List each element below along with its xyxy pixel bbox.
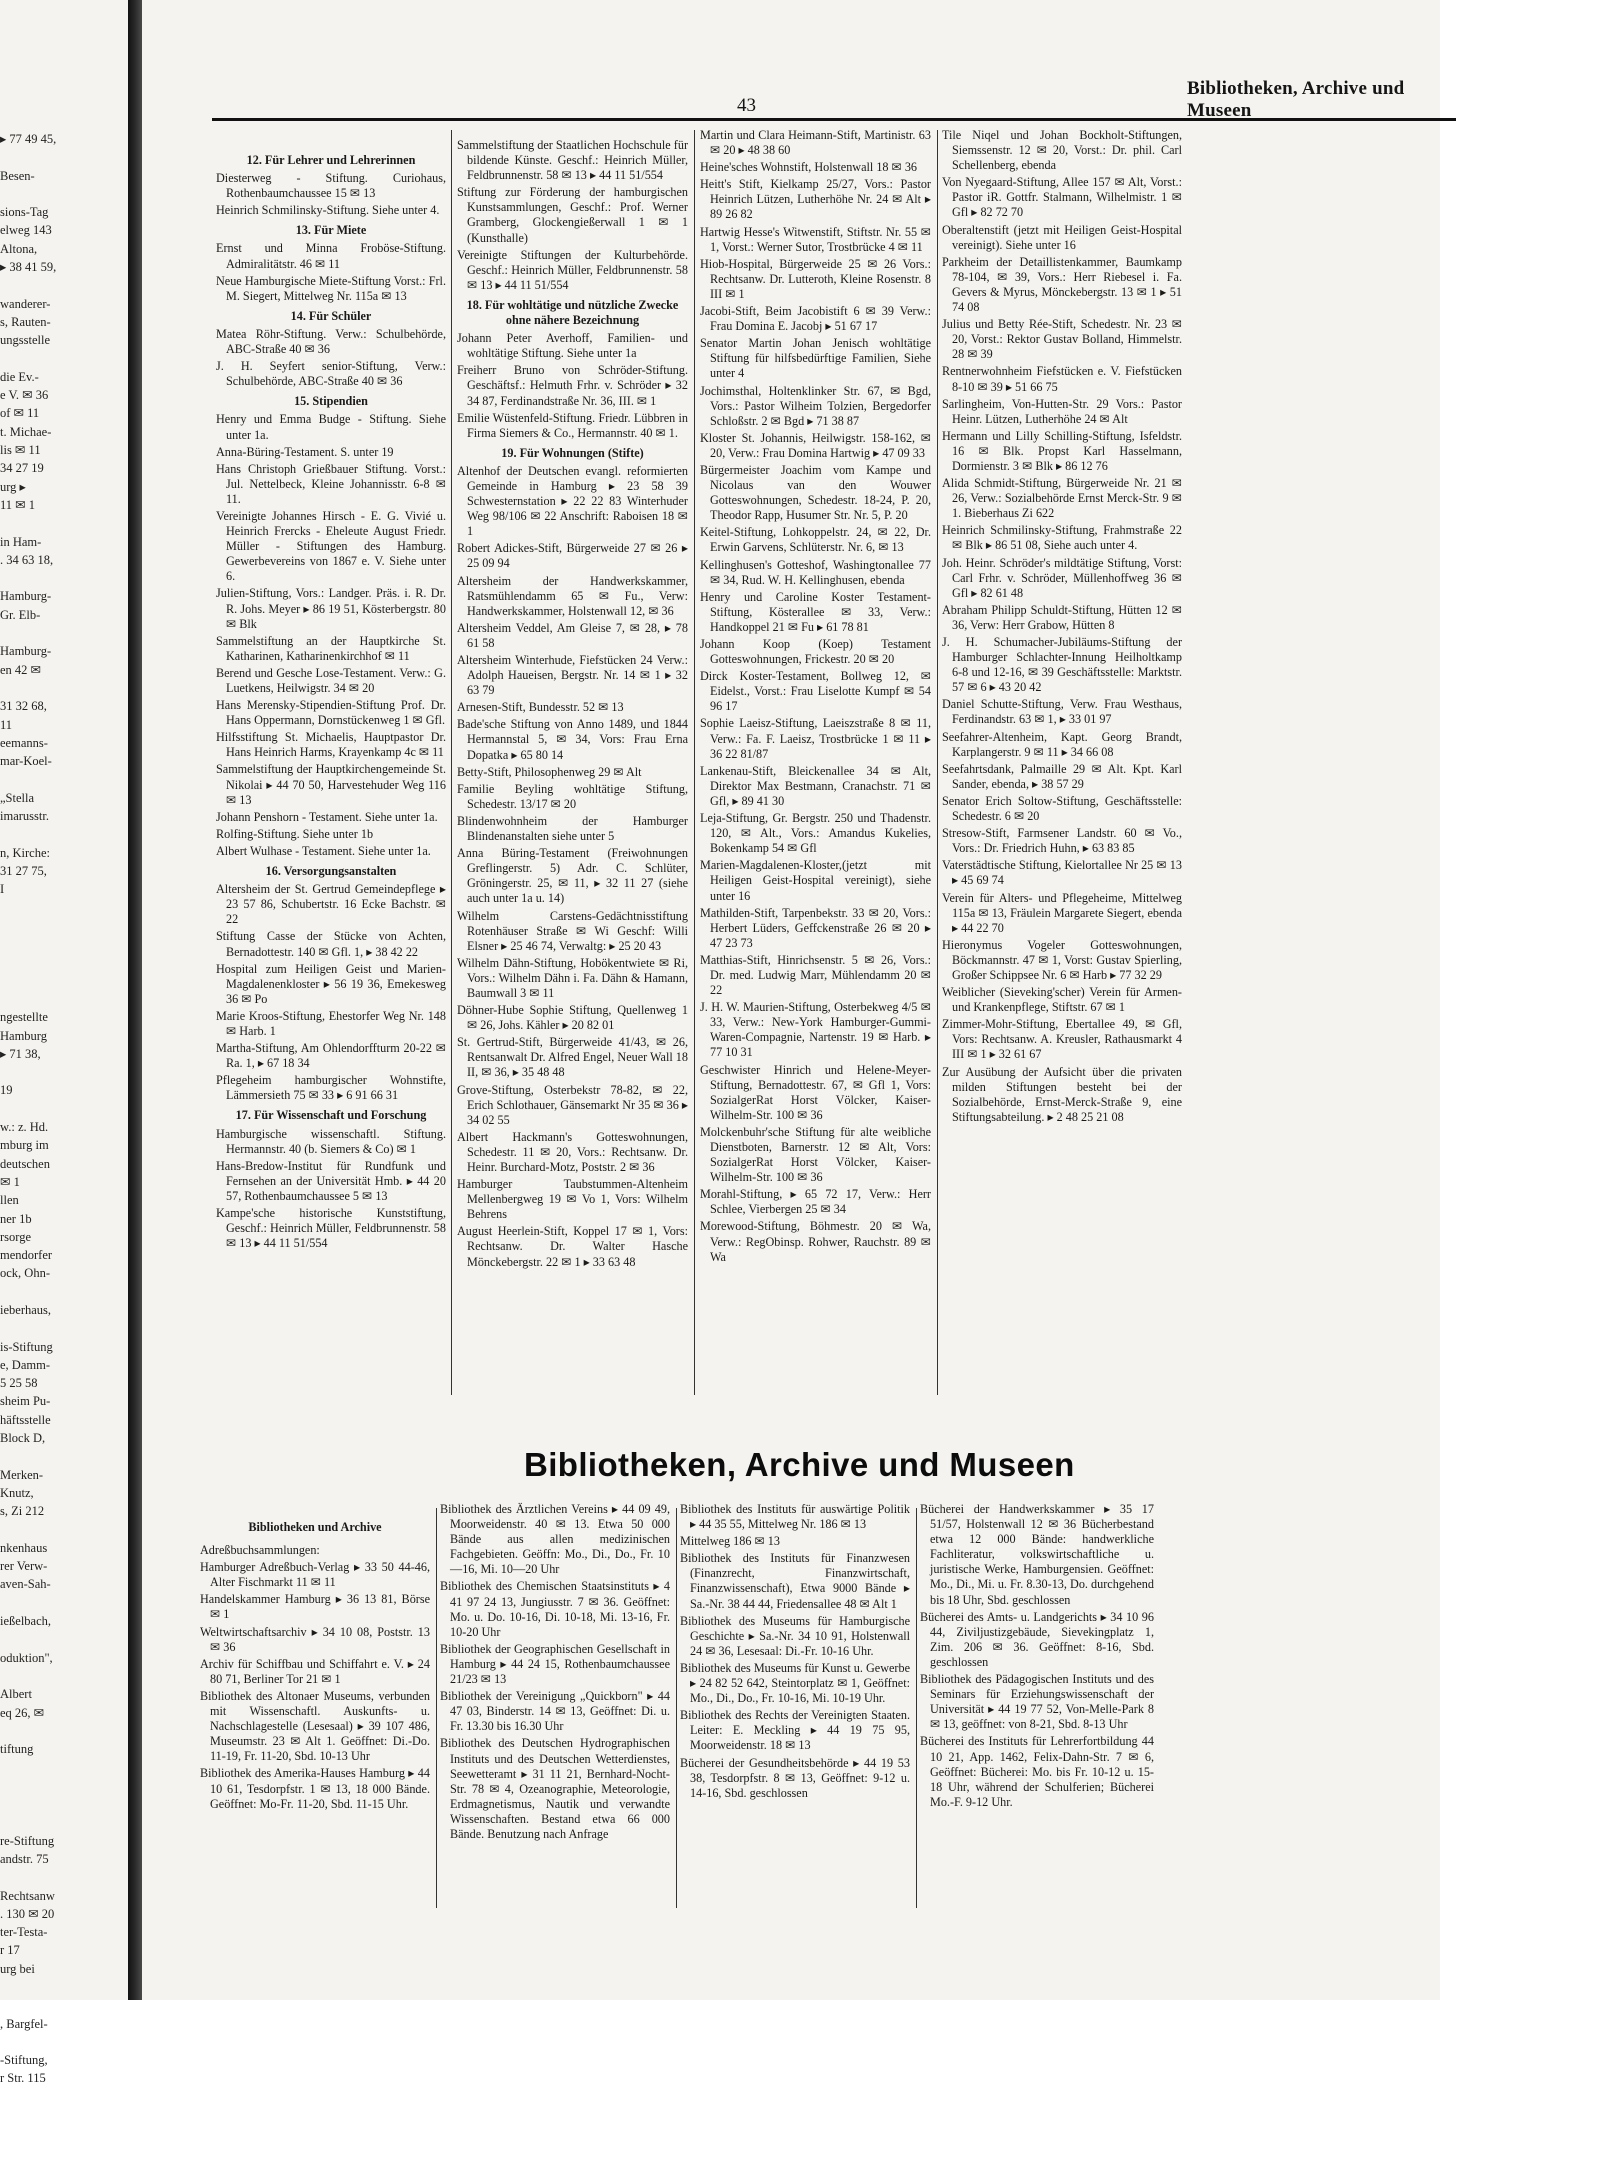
prev-page-line <box>0 1758 128 1776</box>
directory-entry: Altersheim der St. Gertrud Gemeindepflege ▸ 23 57 86, Schubertstr. 16 Ecke Bachstr. ✉ 22 <box>216 882 446 927</box>
prev-page-line <box>0 770 128 788</box>
directory-entry: Senator Erich Soltow-Stiftung, Geschäftsstelle: Schedestr. 6 ✉ 20 <box>942 793 1182 824</box>
directory-entry: Ernst und Minna Froböse-Stiftung. Admiralitätstr. 46 ✉ 11 <box>216 241 446 271</box>
category-heading: 16. Versorgungsanstalten <box>265 864 397 879</box>
directory-entry: J. H. Schumacher-Jubiläums-Stiftung der Hamburger Schlachter-Innung Heilholtkamp 6-8 und 12-16, ✉ 39 Geschäftsstelle: Marktstr. 57 ✉ 6 ▸ 43 20 42 <box>942 635 1182 695</box>
directory-entry: Bibliothek des Deutschen Hydrographischen Instituts und des Deutschen Wetterdienstes, Seewetteramt ▸ 31 11 21, Bernhard-Nocht-Str. 78 ✉ 4, Ozeanographie, Meteorologie, Erdmagnetismus, Nautik und verwandte Wissenschaften. Bestand etwa 66 000 Bände. Benutzung nach Anfrage <box>440 1736 670 1841</box>
prev-page-line <box>0 148 128 166</box>
directory-entry: Marie Kroos-Stiftung, Ehestorfer Weg Nr. 148 ✉ Harb. 1 <box>216 1008 446 1038</box>
directory-entry: Döhner-Hube Sophie Stiftung, Quellenweg 1 ✉ 26, Johs. Kähler ▸ 20 82 01 <box>457 1003 688 1033</box>
prev-page-line: ter-Testa- <box>0 1925 48 1940</box>
directory-entry: Leja-Stiftung, Gr. Bergstr. 250 und Thadenstr. 120, ✉ Alt., Vors.: Amandus Kukelies, Bokenkamp 54 ✉ Gfl <box>700 811 931 856</box>
prev-page-line: n, Kirche: <box>0 845 50 860</box>
directory-entry: Hiob-Hospital, Bürgerweide 25 ✉ 26 Vors.: Rechtsanw. Dr. Lutteroth, Kleine Rosenstr. 8 III ✉ 1 <box>700 256 931 301</box>
directory-entry: Blindenwohnheim der Hamburger Blindenanstalten siehe unter 5 <box>457 813 688 844</box>
directory-entry: Hilfsstiftung St. Michaelis, Hauptpastor Dr. Hans Heinrich Harms, Krayenkamp 4c ✉ 11 <box>216 730 446 760</box>
directory-entry: Vereinigte Stiftungen der Kulturbehörde. Geschf.: Heinrich Müller, Feldbrunnenstr. 58 ✉ 13 ▸ 44 11 51/554 <box>457 247 688 292</box>
column-2 <box>457 138 688 1272</box>
prev-page-line: aven-Sah- <box>0 1577 51 1592</box>
directory-entry: Bibliothek des Pädagogischen Instituts und des Seminars für Erziehungswissenschaft der Universität ▸ 44 19 77 52, Von-Melle-Park 8 ✉ 13, geöffnet: von 8-21, Sbd. 8-13 Uhr <box>920 1672 1154 1732</box>
directory-entry: Adreßbuchsammlungen: <box>200 1543 320 1558</box>
column-4 <box>942 128 1182 1127</box>
directory-entry: Berend und Gesche Lose-Testament. Verw.: G. Luetkens, Heilwigstr. 34 ✉ 20 <box>216 665 446 695</box>
prev-page-line: Besen- <box>0 168 35 183</box>
directory-entry: Vaterstädtische Stiftung, Kielortallee Nr 25 ✉ 13 ▸ 45 69 74 <box>942 858 1182 888</box>
directory-entry: Hans Christoph Grießbauer Stiftung. Vorst.: Jul. Nettelbeck, Kleine Johannisstr. 6-8 ✉ 11. <box>216 461 446 506</box>
directory-entry: Hamburgische wissenschaftl. Stiftung. Hermannstr. 40 (b. Siemers & Co) ✉ 1 <box>216 1126 446 1156</box>
prev-page-line <box>0 825 128 843</box>
prev-page-line: in Ham- <box>0 534 42 549</box>
directory-entry: Hermann und Lilly Schilling-Stiftung, Isfeldstr. 16 ✉ Blk. Propst Karl Hasselmann, Dormienstr. 3 ✉ Blk ▸ 86 12 76 <box>942 428 1182 473</box>
prev-page-line: . 130 ✉ 20 <box>0 1906 55 1921</box>
directory-entry: Hieronymus Vogeler Gotteswohnungen, Böckmannstr. 47 ✉ 1, Vorst: Gustav Spierling, Großer Schippsee Nr. 6 ✉ Harb ▸ 77 32 29 <box>942 937 1182 982</box>
prev-page-line: llen <box>0 1193 19 1208</box>
prev-page-line: ock, Ohn- <box>0 1266 50 1281</box>
directory-entry: Henry und Caroline Koster Testament-Stiftung, Kösterallee ✉ 33, Verw.: Handkoppel 21 ✉ Fu ▸ 61 78 81 <box>700 589 931 634</box>
directory-entry: Bibliothek des Instituts für auswärtige Politik ▸ 44 35 55, Mittelweg Nr. 186 ✉ 13 <box>680 1502 910 1532</box>
directory-entry: Martin und Clara Heimann-Stift, Martinistr. 63 ✉ 20 ▸ 48 38 60 <box>700 128 931 158</box>
directory-entry: Abraham Philipp Schuldt-Stiftung, Hütten 12 ✉ 36, Verw: Herr Grabow, Hütten 8 <box>942 602 1182 632</box>
directory-entry: Matea Röhr-Stiftung. Verw.: Schulbehörde, ABC-Straße 40 ✉ 36 <box>216 326 446 357</box>
prev-page-line: die Ev.- <box>0 369 39 384</box>
directory-entry: Wilhelm Carstens-Gedächtnisstiftung Rotenhäuser Straße ✉ Wi Geschf: Willi Elsner ▸ 25 46 74, Verwaltg: ▸ 25 20 43 <box>457 908 688 953</box>
column-6 <box>440 1502 670 1844</box>
directory-entry: Bibliothek des Chemischen Staatsinstituts ▸ 4 41 97 24 13, Jungiusstr. 7 ✉ 36. Geöffnet: Mo. u. Do. 10-16, Di. 10-18, Mi. 13-16, Fr. 10-20 Uhr <box>440 1579 670 1639</box>
directory-entry: Emilie Wüstenfeld-Stiftung. Friedr. Lübbren in Firma Siemers & Co., Hermannstr. 40 ✉ 1. <box>457 410 688 440</box>
directory-entry: Robert Adickes-Stift, Bürgerweide 27 ✉ 26 ▸ 25 09 94 <box>457 541 688 571</box>
category-heading: 17. Für Wissenschaft und Forschung <box>235 1108 427 1123</box>
prev-page-line <box>0 1777 128 1795</box>
prev-page-line: Gr. Elb- <box>0 607 41 622</box>
prev-page-line: sions-Tag <box>0 205 49 220</box>
prev-page-line: ▸ 38 41 59, <box>0 260 57 275</box>
directory-entry: Grove-Stiftung, Osterbekstr 78-82, ✉ 22, Erich Schlothauer, Gänsemarkt Nr 35 ✉ 36 ▸ 34 02 55 <box>457 1082 688 1127</box>
prev-page-line: Rechtsanw <box>0 1888 55 1903</box>
directory-entry: Sammelstiftung an der Hauptkirche St. Katharinen, Katharinenkirchhof ✉ 11 <box>216 633 446 663</box>
prev-page-line <box>0 953 128 971</box>
directory-entry: Julien-Stiftung, Vors.: Landger. Präs. i. R. Dr. R. Johs. Meyer ▸ 86 19 51, Kösterbergstr. 80 ✉ Blk <box>216 586 446 631</box>
page-43 <box>142 0 1440 2000</box>
prev-page-line: sheim Pu- <box>0 1394 51 1409</box>
directory-entry: Bücherei der Handwerkskammer ▸ 35 17 51/57, Holstenwall 12 ✉ 36 Bücherbestand etwa 12 000 Bände: handwerkliche Fachliteratur, volkswirtschaftliche u. juristische Werke, Hamburgensien. Geöffnet: Mo., Di., Mi. u. Fr. 8.30-13, Do. durchgehend bis 18 Uhr, Sbd. geschlossen <box>920 1502 1154 1607</box>
prev-page-line: en 42 ✉ <box>0 662 42 677</box>
running-header: Bibliotheken, Archive und Museen <box>1187 78 1405 121</box>
directory-entry: Sophie Laeisz-Stiftung, Laeiszstraße 8 ✉ 11, Verw.: Fa. F. Laeisz, Trostbrücke 1 ✉ 11 ▸ 36 22 81/87 <box>700 716 931 761</box>
directory-entry: Mittelweg 186 ✉ 13 <box>680 1534 780 1549</box>
directory-entry: Hans Merensky-Stipendien-Stiftung Prof. Dr. Hans Oppermann, Dornstückenweg 1 ✉ Gfl. <box>216 698 446 728</box>
section-heading: Bibliotheken, Archive und Museen <box>524 1446 1075 1483</box>
directory-entry: Altersheim Winterhude, Fiefstücken 24 Verw.: Adolph Haueisen, Bergstr. Nr. 14 ✉ 1 ▸ 32 63 79 <box>457 653 688 698</box>
prev-page-line: Albert <box>0 1687 32 1702</box>
directory-entry: Betty-Stift, Philosophenweg 29 ✉ Alt <box>457 764 642 779</box>
prev-page-line: eq 26, ✉ <box>0 1705 45 1720</box>
directory-entry: Bibliothek des Altonaer Museums, verbunden mit Wissenschaftl. Auskunfts- u. Nachschlagestelle (Lesesaal) ▸ 39 107 486, Museumstr. 23 ✉ Alt 1. Geöffnet: Di.-Do. 11-19, Fr. 11-20, Sbd. 10-13 Uhr <box>200 1688 430 1764</box>
directory-entry: Molckenbuhr'sche Stiftung für alte weibliche Dienstboten, Barnerstr. 12 ✉ Alt, Vors: SozialgerRat Horst Völcker, Kaiser-Wilhelm-Str. 100 ✉ 36 <box>700 1124 931 1185</box>
directory-entry: Bade'sche Stiftung von Anno 1489, und 1844 Hermannstal 5, ✉ 34, Vors: Frau Erna Dopatka ▸ 65 80 14 <box>457 717 688 762</box>
directory-entry: Archiv für Schiffbau und Schiffahrt e. V. ▸ 24 80 71, Berliner Tor 21 ✉ 1 <box>200 1656 430 1686</box>
prev-page-line: urg bei <box>0 1961 35 1976</box>
prev-page-line: urg ▸ <box>0 479 26 494</box>
directory-entry: Johann Koop (Koep) Testament Gotteswohnungen, Frickestr. 20 ✉ 20 <box>700 637 931 667</box>
category-heading: 19. Für Wohnungen (Stifte) <box>501 445 644 460</box>
directory-entry: Arnesen-Stift, Bundesstr. 52 ✉ 13 <box>457 700 624 715</box>
directory-entry: Rolfing-Stiftung. Siehe unter 1b <box>216 826 374 841</box>
prev-page-line: nkenhaus <box>0 1540 48 1555</box>
prev-page-line: ungsstelle <box>0 333 50 348</box>
directory-entry: Marien-Magdalenen-Kloster,(jetzt mit Heiligen Geist-Hospital vereinigt), siehe unter 16 <box>700 858 931 903</box>
prev-page-line: 31 27 75, <box>0 863 47 878</box>
prev-page-line: w.: z. Hd. <box>0 1120 49 1135</box>
prev-page-line <box>0 1813 128 1831</box>
directory-entry: Albert Hackmann's Gotteswohnungen, Schedestr. 11 ✉ 20, Vors.: Rechtsanw. Dr. Heinr. Burchard-Motz, Poststr. 2 ✉ 36 <box>457 1129 688 1174</box>
prev-page-line: eemanns- <box>0 735 48 750</box>
prev-page-line <box>0 1594 128 1612</box>
directory-entry: Freiherr Bruno von Schröder-Stiftung. Geschäftsf.: Helmuth Frhr. v. Schröder ▸ 32 34 87, Ferdinandstraße Nr. 36, III. ✉ 1 <box>457 363 688 408</box>
directory-entry: Joh. Heinr. Schröder's mildtätige Stiftung, Vorst: Carl Frhr. v. Schröder, Müllenhoffweg 36 ✉ Gfl ▸ 82 61 48 <box>942 555 1182 600</box>
directory-entry: Geschwister Hinrich und Helene-Meyer-Stiftung, Bernadottestr. 67, ✉ Gfl 1, Vors: SozialgerRat Horst Völcker, Kaiser-Wilhelm-Str. 100 ✉ 36 <box>700 1062 931 1122</box>
column-divider <box>436 1508 437 1908</box>
directory-entry: Altersheim Veddel, Am Gleise 7, ✉ 28, ▸ 78 61 58 <box>457 620 688 650</box>
prev-page-line: Block D, <box>0 1431 46 1446</box>
directory-entry: Heine'sches Wohnstift, Holstenwall 18 ✉ 36 <box>700 160 918 175</box>
column-divider <box>937 130 938 1395</box>
prev-page-line <box>0 1795 128 1813</box>
prev-page-line: „Stella <box>0 790 35 805</box>
prev-page-line: rsorge <box>0 1229 32 1244</box>
directory-entry: Keitel-Stiftung, Lohkoppelstr. 24, ✉ 22, Dr. Erwin Garvens, Schlüterstr. Nr. 6, ✉ 13 <box>700 525 931 555</box>
prev-page-line: imarusstr. <box>0 808 49 823</box>
prev-page-line: mar-Koel- <box>0 754 52 769</box>
directory-entry: Martha-Stiftung, Am Ohlendorffturm 20-22 ✉ Ra. 1, ▸ 67 18 34 <box>216 1041 446 1071</box>
previous-page-fragment <box>0 130 128 2086</box>
prev-page-line: ießelbach, <box>0 1614 52 1629</box>
directory-entry: Morewood-Stiftung, Böhmestr. 20 ✉ Wa, Verw.: RegObinsp. Rohwer, Rauchstr. 89 ✉ Wa <box>700 1219 931 1264</box>
directory-entry: Bürgermeister Joachim vom Kampe und Nicolaus van den Wouwer Gotteswohnungen, Schedestr. 18-24, P. 20, Theodor Rapp, Husumer Str. Nr. 5, P. 20 <box>700 462 931 523</box>
directory-entry: Bibliothek des Ärztlichen Vereins ▸ 44 09 49, Moorweidenstr. 40 ✉ 13. Etwa 50 000 Bände aus allen medizinischen Fachgebieten. Geöffn: Mo., Di., Do., Fr. 10—16, Mi. 10—20 Uhr <box>440 1502 670 1577</box>
prev-page-line <box>0 1630 128 1648</box>
directory-entry: Weiblicher (Sieveking'scher) Verein für Armen- und Krankenpflege, Stiftstr. 67 ✉ 1 <box>942 985 1182 1015</box>
directory-entry: Wilhelm Dähn-Stiftung, Hobökentwiete ✉ Ri, Vors.: Wilhelm Dähn i. Fa. Dähn & Hamann, Baumwall 3 ✉ 11 <box>457 955 688 1000</box>
category-heading: 13. Für Miete <box>295 223 367 238</box>
prev-page-line: Knutz, <box>0 1485 34 1500</box>
directory-entry: Oberaltenstift (jetzt mit Heiligen Geist-Hospital vereinigt). Siehe unter 16 <box>942 222 1182 252</box>
prev-page-line <box>0 1667 128 1685</box>
category-heading: 15. Stipendien <box>294 394 368 409</box>
prev-page-line <box>0 1283 128 1301</box>
directory-entry: Parkheim der Detaillistenkammer, Baumkamp 78-104, ✉ 39, Vors.: Herr Riebesel i. Fa. Gevers & Myrus, Mönckebergstr. 13 ✉ 1 ▸ 51 74 08 <box>942 254 1182 315</box>
category-heading: 12. Für Lehrer und Lehrerinnen <box>246 153 416 167</box>
header-rule <box>212 118 1456 121</box>
directory-entry: Bibliothek der Vereinigung „Quickborn" ▸ 44 47 03, Binderstr. 14 ✉ 13, Geöffnet: Di. u. Fr. 13.30 bis 16.30 Uhr <box>440 1689 670 1734</box>
directory-entry: Neue Hamburgische Miete-Stiftung Vorst.: Frl. M. Siegert, Mittelweg Nr. 115a ✉ 13 <box>216 273 446 303</box>
column-7 <box>680 1502 910 1803</box>
directory-entry: J. H. Seyfert senior-Stiftung, Verw.: Schulbehörde, ABC-Straße 40 ✉ 36 <box>216 359 446 389</box>
prev-page-line: Hamburg <box>0 1028 47 1043</box>
directory-entry: Morahl-Stiftung, ▸ 65 72 17, Verw.: Herr Schlee, Vierbergen 25 ✉ 34 <box>700 1187 931 1217</box>
directory-entry: Hamburger Taubstummen-Altenheim Mellenbergweg 19 ✉ Vo 1, Vors: Wilhelm Behrens <box>457 1177 688 1222</box>
prev-page-line <box>0 898 128 916</box>
directory-entry: Heinrich Schmilinsky-Stiftung. Siehe unter 4. <box>216 203 440 218</box>
directory-entry: Bibliothek des Museums für Hamburgische Geschichte ▸ Sa.-Nr. 34 10 91, Holstenwall 24 ✉ 36, Lesesaal: Di.-Fr. 10-16 Uhr. <box>680 1613 910 1658</box>
prev-page-line: s, Rauten- <box>0 314 51 329</box>
directory-entry: Diesterweg - Stiftung. Curiohaus, Rothenbaumchaussee 15 ✉ 13 <box>216 171 446 201</box>
directory-entry: Bibliothek des Amerika-Hauses Hamburg ▸ 44 10 61, Tesdorpfstr. 1 ✉ 13, 18 000 Bände. Geöffnet: Mo-Fr. 11-20, Sbd. 11-15 Uhr. <box>200 1766 430 1811</box>
column-3 <box>700 128 931 1267</box>
prev-page-line <box>0 624 128 642</box>
directory-entry: Jacobi-Stift, Beim Jacobistift 6 ✉ 39 Verw.: Frau Domina E. Jacobj ▸ 51 67 17 <box>700 304 931 334</box>
prev-page-line: 5 25 58 <box>0 1376 38 1391</box>
prev-page-line: e V. ✉ 36 <box>0 388 49 403</box>
prev-page-line: -Stiftung, <box>0 2053 48 2068</box>
directory-entry: Henry und Emma Budge - Stiftung. Siehe unter 1a. <box>216 412 446 442</box>
directory-entry: Johann Penshorn - Testament. Siehe unter 1a. <box>216 809 438 824</box>
directory-entry: Julius und Betty Rée-Stift, Schedestr. Nr. 23 ✉ 20, Vorst.: Rektor Gustav Bolland, Himmelstr. 28 ✉ 39 <box>942 317 1182 362</box>
prev-page-line <box>0 1521 128 1539</box>
prev-page-line <box>0 1722 128 1740</box>
directory-entry: Stresow-Stift, Farmsener Landstr. 60 ✉ Vo., Vors.: Dr. Friedrich Huhn, ▸ 63 83 85 <box>942 826 1182 856</box>
prev-page-line: andstr. 75 <box>0 1851 49 1866</box>
prev-page-line: lis ✉ 11 <box>0 443 41 458</box>
prev-page-line: tiftung <box>0 1742 34 1757</box>
directory-entry: Zur Ausübung der Aufsicht über die privaten milden Stiftungen besteht bei der Sozialbehörde, Ernst-Merck-Straße 9, eine Stiftungsabteilung. ▸ 2 48 25 21 08 <box>942 1064 1182 1124</box>
directory-entry: Bibliothek des Rechts der Vereinigten Staaten. Leiter: E. Meckling ▸ 44 19 75 95, Moorweidenstr. 18 ✉ 13 <box>680 1708 910 1753</box>
prev-page-line: of ✉ 11 <box>0 406 40 421</box>
prev-page-line <box>0 350 128 368</box>
prev-page-line <box>0 1063 128 1081</box>
prev-page-line: r 17 <box>0 1943 20 1958</box>
prev-page-line: e, Damm- <box>0 1357 50 1372</box>
prev-page-line <box>0 2033 128 2051</box>
directory-entry: Bibliothek des Museums für Kunst u. Gewerbe ▸ 24 82 52 642, Steintorplatz ✉ 1, Geöffnet: Mo., Di., Do., Fr. 10-16, Mi. 10-19 Uhr. <box>680 1660 910 1706</box>
prev-page-line <box>0 1996 128 2014</box>
prev-page-line <box>0 917 128 935</box>
directory-entry: Dirck Koster-Testament, Bollweg 12, ✉ Eidelst., Vorst.: Frau Liselotte Kumpf ✉ 54 96 17 <box>700 669 931 714</box>
prev-page-line: deutschen <box>0 1156 50 1171</box>
column-8 <box>920 1502 1154 1812</box>
directory-entry: Heitt's Stift, Kielkamp 25/27, Vors.: Pastor Heinrich Lützen, Lutherhöhe Nr. 24 ✉ Alt ▸ 89 26 82 <box>700 177 931 222</box>
directory-entry: Stiftung zur Förderung der hamburgischen Kunstsammlungen, Geschf.: Prof. Werner Gramberg, Glockengießerwall 1 ✉ 1 (Kunsthalle) <box>457 185 688 245</box>
directory-entry: Altenhof der Deutschen evangl. reformierten Gemeinde in Hamburg ▸ 23 58 39 Schwesternstation ▸ 22 22 83 Winterhuder Weg 98/106 ✉ 22 Anschrift: Raboisen 18 ✉ 1 <box>457 463 688 539</box>
directory-entry: Albert Wulhase - Testament. Siehe unter 1a. <box>216 843 431 858</box>
directory-entry: Sammelstiftung der Staatlichen Hochschule für bildende Künste. Geschf.: Heinrich Müller, Feldbrunnenstr. 58 ✉ 13 ▸ 44 11 51/554 <box>457 138 688 183</box>
prev-page-line: Merken- <box>0 1467 44 1482</box>
directory-entry: Sarlingheim, Von-Hutten-Str. 29 Vors.: Pastor Heinr. Lützen, Lutherhöhe 24 ✉ Alt <box>942 396 1182 426</box>
prev-page-line <box>0 990 128 1008</box>
sub-entry: Weltwirtschaftsarchiv ▸ 34 10 08, Poststr. 13 ✉ 36 <box>200 1624 430 1654</box>
directory-entry: Seefahrtsdank, Palmaille 29 ✉ Alt. Kpt. Karl Sander, ebenda, ▸ 38 57 29 <box>942 761 1182 791</box>
directory-entry: Kellinghusen's Gotteshof, Washingtonallee 77 ✉ 34, Rud. W. H. Kellinghusen, ebenda <box>700 557 931 587</box>
prev-page-line: ▸ 71 38, <box>0 1046 41 1061</box>
directory-entry: Hospital zum Heiligen Geist und Marien-Magdalenenkloster ▸ 56 19 36, Emekesweg 36 ✉ Po <box>216 961 446 1006</box>
prev-page-line: Altona, <box>0 241 38 256</box>
prev-page-line: r Str. 115 <box>0 2071 46 2086</box>
prev-page-line: 34 27 19 <box>0 461 44 476</box>
directory-entry: Senator Martin Johan Jenisch wohltätige Stiftung für hilfsbedürftige Familien, Siehe unter 4 <box>700 336 931 381</box>
directory-entry: Stiftung Casse der Stücke von Achten, Bernadottestr. 140 ✉ Gfl. 1, ▸ 38 42 22 <box>216 929 446 959</box>
directory-entry: Bibliothek der Geographischen Gesellschaft in Hamburg ▸ 44 24 15, Rothenbaumchaussee 21/23 ✉ 13 <box>440 1641 670 1687</box>
prev-page-line: ngestellte <box>0 1010 48 1025</box>
prev-page-line: oduktion", <box>0 1650 53 1665</box>
prev-page-line: is-Stiftung <box>0 1339 53 1354</box>
category-heading: 18. Für wohltätige und nützliche Zwecke ohne nähere Bezeichnung <box>466 297 679 328</box>
prev-page-line <box>0 514 128 532</box>
prev-page-line <box>0 185 128 203</box>
directory-entry: August Heerlein-Stift, Koppel 17 ✉ 1, Vors: Rechtsanw. Dr. Walter Hasche Mönckebergstr. 22 ✉ 1 ▸ 33 63 48 <box>457 1224 688 1269</box>
directory-entry: Johann Peter Averhoff, Familien- und wohltätige Stiftung. Siehe unter 1a <box>457 331 688 361</box>
directory-entry: Zimmer-Mohr-Stiftung, Ebertallee 49, ✉ Gfl, Vors: Rechtsanw. A. Kreusler, Rathausmarkt 4 III ✉ 1 ▸ 32 61 67 <box>942 1017 1182 1062</box>
column-divider <box>676 1508 677 1908</box>
prev-page-line <box>0 1319 128 1337</box>
sub-entry: Handelskammer Hamburg ▸ 36 13 81, Börse ✉ 1 <box>200 1592 430 1622</box>
directory-entry: Alida Schmidt-Stiftung, Bürgerweide Nr. 21 ✉ 26, Verw.: Sozialbehörde Ernst Merck-Str. 9 ✉ 1. Bieberhaus Zi 622 <box>942 476 1182 521</box>
directory-entry: Bücherei des Amts- u. Landgerichts ▸ 34 10 96 44, Ziviljustizgebäude, Sievekingplatz 1, Zim. 206 ✉ 36. Geöffnet: 8-16, Sbd. geschlossen <box>920 1609 1154 1669</box>
column-5 <box>200 1502 430 1814</box>
column-divider <box>916 1508 917 1908</box>
directory-entry: Anna-Büring-Testament. S. unter 19 <box>216 444 394 459</box>
prev-page-line: . 34 63 18, <box>0 552 54 567</box>
directory-entry: Mathilden-Stift, Tarpenbekstr. 33 ✉ 20, Vors.: Herbert Lüders, Geffckenstraße 26 ✉ 20 ▸ 47 23 73 <box>700 905 931 950</box>
directory-entry: Hans-Bredow-Institut für Rundfunk und Fernsehen an der Universität Hmb. ▸ 44 20 57, Rothenbaumchaussee 5 ✉ 13 <box>216 1158 446 1203</box>
directory-entry: Von Nyegaard-Stiftung, Allee 157 ✉ Alt, Vorst.: Pastor iR. Gottfr. Stalmann, Wilhelmistr. 1 ✉ Gfl ▸ 82 72 70 <box>942 175 1182 220</box>
directory-entry: Lankenau-Stift, Bleickenallee 34 ✉ Alt, Direktor Max Bestmann, Cranachstr. 71 ✉ Gfl, ▸ 89 41 30 <box>700 763 931 808</box>
prev-page-line: mburg im <box>0 1138 49 1153</box>
directory-entry: Kampe'sche historische Kunststiftung, Geschf.: Heinrich Müller, Feldbrunnenstr. 58 ✉ 13 ▸ 44 11 51/554 <box>216 1206 446 1251</box>
prev-page-line: Hamburg- <box>0 589 52 604</box>
prev-page-line <box>0 1100 128 1118</box>
prev-page-line: , Bargfel- <box>0 2016 48 2031</box>
prev-page-line: ▸ 77 49 45, <box>0 132 57 146</box>
prev-page-line <box>0 679 128 697</box>
prev-page-line <box>0 1978 128 1996</box>
prev-page-line <box>0 569 128 587</box>
prev-page-line: 19 <box>0 1083 13 1098</box>
directory-entry: Pflegeheim hamburgischer Wohnstifte, Lämmersieth 75 ✉ 33 ▸ 6 91 66 31 <box>216 1073 446 1103</box>
directory-entry: Matthias-Stift, Hinrichsenstr. 5 ✉ 26, Vors.: Dr. med. Ludwig Marr, Mühlendamm 20 ✉ 22 <box>700 952 931 998</box>
prev-page-line <box>0 935 128 953</box>
prev-page-line: ieberhaus, <box>0 1303 52 1317</box>
directory-entry: Anna Büring-Testament (Freiwohnungen Greflingerstr. 5) Adr. C. Schlüter, Gröningerstr. 25, ✉ 11, ▸ 32 11 27 (siehe auch unter 1a u. 14) <box>457 846 688 906</box>
sub-entry: Hamburger Adreßbuch-Verlag ▸ 33 50 44-46, Alter Fischmarkt 11 ✉ 11 <box>200 1560 430 1590</box>
prev-page-line: t. Michae- <box>0 424 52 439</box>
directory-entry: St. Gertrud-Stift, Bürgerweide 41/43, ✉ 26, Rentsanwalt Dr. Alfred Engel, Neuer Wall 18 II, ✉ 36, ▸ 35 48 48 <box>457 1035 688 1080</box>
prev-page-line: s, Zi 212 <box>0 1504 45 1519</box>
directory-entry: Heinrich Schmilinsky-Stiftung, Frahmstraße 22 ✉ Blk ▸ 86 51 08, Siehe auch unter 4. <box>942 523 1182 553</box>
column-divider <box>451 130 452 1395</box>
directory-entry: J. H. W. Maurien-Stiftung, Osterbekweg 4/5 ✉ 33, Verw.: New-York Hamburger-Gummi-Waren-Compagnie, Nartenstr. 19 ✉ Harb. ▸ 77 10 31 <box>700 1000 931 1060</box>
directory-entry: Jochimsthal, Holtenklinker Str. 67, ✉ Bgd, Vors.: Pastor Wilheim Tolzien, Bergedorfer Schloßstr. 2 ✉ Bgd ▸ 71 38 87 <box>700 383 931 428</box>
directory-entry: Daniel Schutte-Stiftung, Verw. Frau Westhaus, Ferdinandstr. 63 ✉ 1, ▸ 33 01 97 <box>942 697 1182 727</box>
prev-page-line <box>0 1447 128 1465</box>
column-divider <box>694 130 695 1395</box>
prev-page-line: elweg 143 <box>0 223 52 238</box>
directory-entry: Kloster St. Johannis, Heilwigstr. 158-162, ✉ 20, Verw.: Frau Domina Hartwig ▸ 47 09 33 <box>700 430 931 460</box>
directory-entry: Rentnerwohnheim Fiefstücken e. V. Fiefstücken 8-10 ✉ 39 ▸ 51 66 75 <box>942 364 1182 394</box>
prev-page-line: wanderer- <box>0 296 51 311</box>
prev-page-line: ner 1b <box>0 1211 32 1226</box>
directory-entry: Bücherei der Gesundheitsbehörde ▸ 44 19 53 38, Tesdorpfstr. 8 ✉ 13, Geöffnet: 9-12 u. 14-16, Sbd. geschlossen <box>680 1755 910 1800</box>
prev-page-line: Hamburg- <box>0 644 52 659</box>
column-1 <box>216 148 446 1253</box>
prev-page-line: ✉ 1 <box>0 1174 20 1189</box>
prev-page-line: häftsstelle <box>0 1412 51 1427</box>
directory-entry: Tile Niqel und Johan Bockholt-Stiftungen, Siemssenstr. 12 ✉ 20, Vorst.: Dr. phil. Carl Schellenberg, ebenda <box>942 128 1182 173</box>
prev-page-line: rer Verw- <box>0 1559 48 1574</box>
directory-entry: Familie Beyling wohltätige Stiftung, Schedestr. 13/17 ✉ 20 <box>457 781 688 811</box>
subsection-heading: Bibliotheken und Archive <box>248 1520 382 1534</box>
prev-page-line: re-Stiftung <box>0 1833 55 1848</box>
page-number: 43 <box>737 95 756 116</box>
prev-page-line: 11 <box>0 717 13 732</box>
prev-page-line <box>0 1868 128 1886</box>
prev-page-line: 31 32 68, <box>0 699 47 714</box>
directory-entry: Vereinigte Johannes Hirsch - E. G. Vivié u. Heinrich Frercks - Eheleute August Friedr. Müller - Stiftungen des Hamburg. Gewerbevereins von 1867 e. V. Siehe unter 6. <box>216 508 446 584</box>
category-heading: 14. Für Schüler <box>290 308 372 323</box>
directory-entry: Verein für Alters- und Pflegeheime, Mittelweg 115a ✉ 13, Fräulein Margarete Siegert, ebenda ▸ 44 22 70 <box>942 890 1182 935</box>
directory-entry: Altersheim der Handwerkskammer, Ratsmühlendamm 65 ✉ Fu., Verw: Handwerkskammer, Holstenwall 12, ✉ 36 <box>457 573 688 618</box>
book-gutter <box>128 0 142 2000</box>
directory-entry: Bibliothek des Instituts für Finanzwesen (Finanzrecht, Finanzwirtschaft, Finanzwissenschaft), Etwa 9000 Bände ▸ Sa.-Nr. 38 44 44, Friedensallee 48 ✉ Alt 1 <box>680 1551 910 1611</box>
directory-entry: Sammelstiftung der Hauptkirchengemeinde St. Nikolai ▸ 44 70 50, Harvestehuder Weg 116 ✉ 13 <box>216 762 446 807</box>
prev-page-line <box>0 276 128 294</box>
prev-page-line <box>0 972 128 990</box>
prev-page-line: 11 ✉ 1 <box>0 497 36 512</box>
prev-page-line: mendorfer <box>0 1248 53 1263</box>
prev-page-line: I <box>0 882 5 897</box>
directory-entry: Hartwig Hesse's Witwenstift, Stiftstr. Nr. 55 ✉ 1, Vorst.: Werner Sutor, Trostbrücke 4 ✉ 11 <box>700 224 931 254</box>
directory-entry: Bücherei des Instituts für Lehrerfortbildung 44 10 21, App. 1462, Felix-Dahn-Str. 7 ✉ 6, Geöffnet: Bücherei: Mo. bis Fr. 10-12 u. 15-18 Uhr, während der Schulferien; Bücherei Mo.-F. 9-12 Uhr. <box>920 1734 1154 1809</box>
directory-entry: Seefahrer-Altenheim, Kapt. Georg Brandt, Karplangerstr. 9 ✉ 11 ▸ 34 66 08 <box>942 729 1182 759</box>
